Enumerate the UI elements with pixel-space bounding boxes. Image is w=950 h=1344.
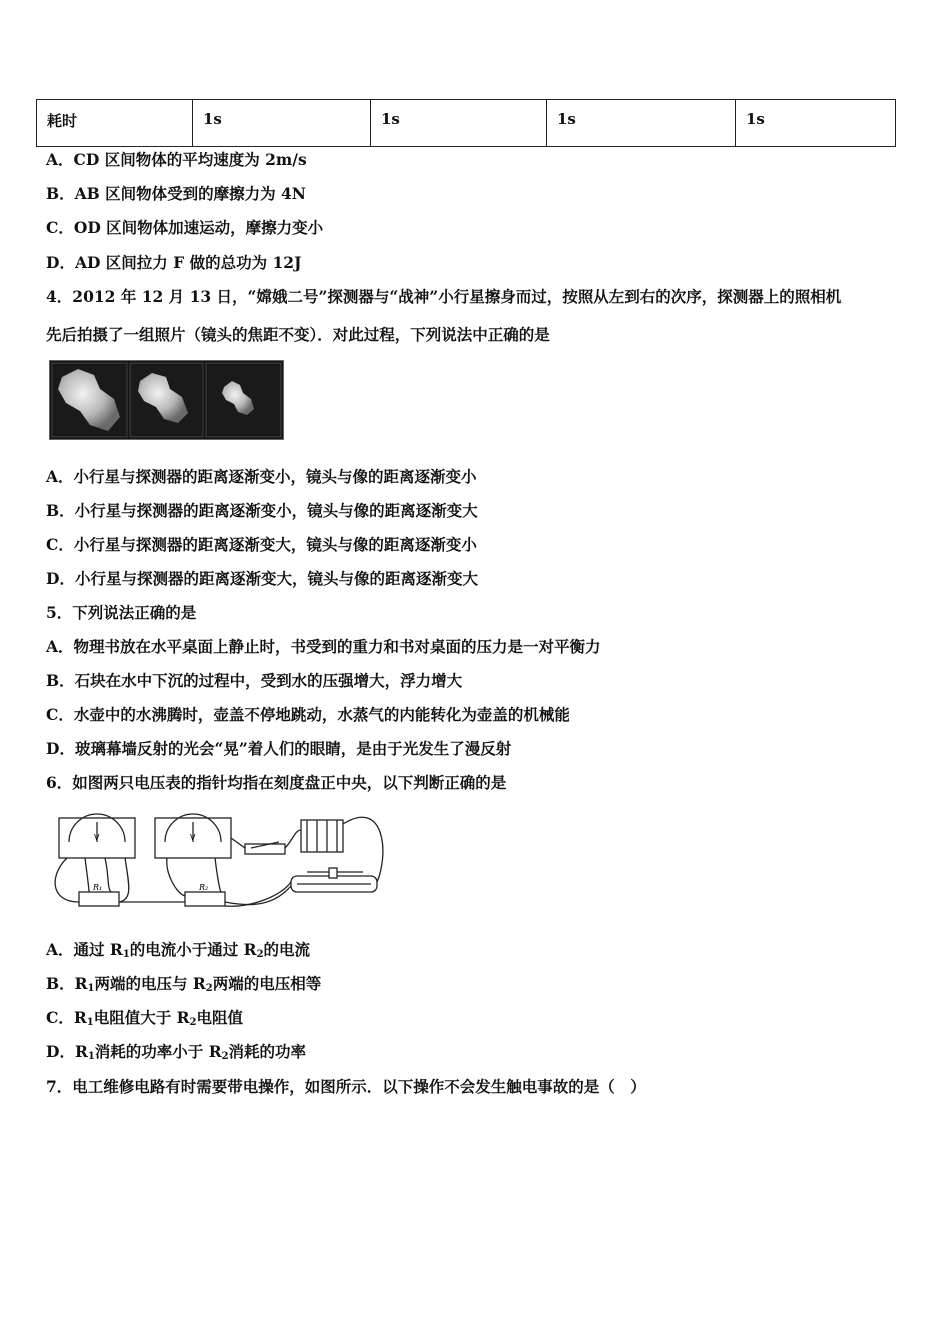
option-text: 的电流 [263,940,311,959]
q4-stem-continued: 先后拍摄了一组照片（镜头的焦距不变）．对此过程，下列说法中正确的是 [46,325,550,344]
meter-unit-label: V [94,833,100,842]
option-text: B．R [46,974,88,993]
q6-option-c [46,1008,243,1033]
option-text: 电阻值大于 R [93,1008,190,1027]
table-cell: 1s [547,100,736,147]
subscript: 2 [205,983,213,994]
option-text: 两端的电压相等 [212,974,322,993]
q5-stem: 5．下列说法正确的是 [46,603,197,622]
q5-option-c: C．水壶中的水沸腾时，壶盖不停地跳动，水蒸气的内能转化为壶盖的机械能 [46,705,570,724]
q6-option-b [46,974,321,999]
q3-option-d: D．AD 区间拉力 F 做的总功为 12J [46,253,302,272]
option-text: 的电流小于通过 R [129,940,257,959]
table-cell: 耗时 [37,100,193,147]
option-text: 电阻值 [196,1008,243,1027]
subscript: 2 [221,1051,229,1062]
voltmeter-circuit-figure [45,804,390,912]
q7-stem: 7．电工维修电路有时需要带电操作，如图所示．以下操作不会发生触电事故的是（ ） [46,1077,646,1096]
asteroid-photos [49,360,284,440]
option-text: 消耗的功率 [228,1042,307,1061]
q6-option-d [46,1042,306,1067]
asteroid-photo-strip [50,361,283,439]
subscript: 1 [87,1051,95,1062]
q6-stem: 6．如图两只电压表的指针均指在刻度盘正中央，以下判断正确的是 [46,773,507,792]
subscript: 1 [87,983,95,994]
meter-unit-label: V [190,833,196,842]
option-text: C．R [46,1008,87,1027]
option-text: 两端的电压与 R [94,974,206,993]
r1-label: R₁ [93,883,103,892]
table-cell: 1s [193,100,371,147]
option-text: D．R [46,1042,88,1061]
q3-option-a: A．CD 区间物体的平均速度为 2m/s [46,150,307,169]
r2-label: R₂ [199,883,209,892]
q5-option-a: A．物理书放在水平桌面上静止时，书受到的重力和书对桌面的压力是一对平衡力 [46,637,601,656]
q4-stem: 4．2012 年 12 月 13 日，“嫦娥二号”探测器与“战神”小行星擦身而过，按照从左到右的次序，探测器上的照相机 [46,287,842,306]
q4-option-c: C．小行星与探测器的距离逐渐变大，镜头与像的距离逐渐变小 [46,535,477,554]
table-cell: 1s [736,100,896,147]
q6-option-a [46,940,310,965]
time-table [36,99,896,147]
q5-option-d: D．玻璃幕墙反射的光会“晃”着人们的眼睛，是由于光发生了漫反射 [46,739,512,758]
subscript: 2 [189,1017,197,1028]
table-cell: 1s [371,100,547,147]
subscript: 2 [256,949,264,960]
subscript: 1 [122,949,130,960]
table-row [37,100,896,147]
q4-option-d: D．小行星与探测器的距离逐渐变大，镜头与像的距离逐渐变大 [46,569,478,588]
q4-option-a: A．小行星与探测器的距离逐渐变小，镜头与像的距离逐渐变小 [46,467,477,486]
option-text: A．通过 R [46,940,123,959]
subscript: 1 [86,1017,94,1028]
q3-option-c: C．OD 区间物体加速运动，摩擦力变小 [46,218,324,237]
option-text: 消耗的功率小于 R [94,1042,222,1061]
q3-option-b: B．AB 区间物体受到的摩擦力为 4N [46,184,306,203]
q4-option-b: B．小行星与探测器的距离逐渐变小，镜头与像的距离逐渐变大 [46,501,478,520]
q5-option-b: B．石块在水中下沉的过程中，受到水的压强增大，浮力增大 [46,671,463,690]
circuit-diagram [45,804,390,912]
